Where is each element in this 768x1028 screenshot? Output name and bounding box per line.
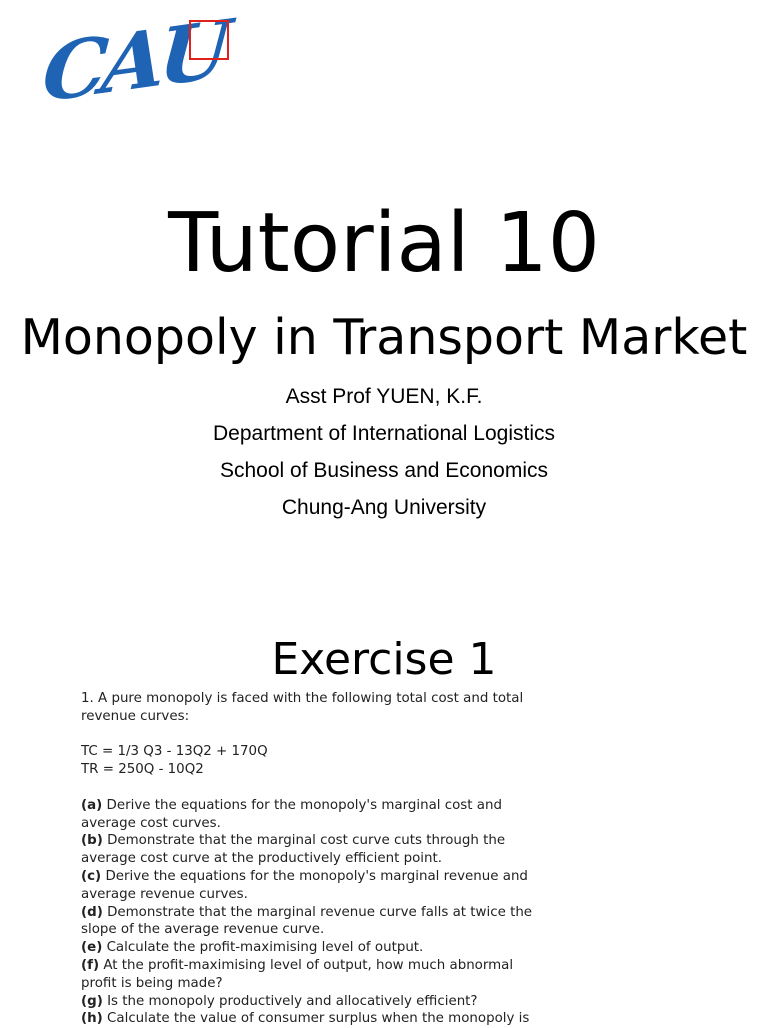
question-text: Derive the equations for the monopoly's marginal revenue and — [101, 868, 528, 884]
question-label: (c) — [81, 868, 102, 884]
question-d-cont: slope of the average revenue curve. — [81, 922, 325, 938]
author-block — [0, 378, 768, 526]
exercise-body — [81, 690, 681, 1028]
question-c-cont: average revenue curves. — [81, 886, 248, 902]
question-text: Is the monopoly productively and allocatively efficient? — [102, 993, 478, 1009]
question-text: Calculate the profit-maximising level of output. — [102, 940, 424, 956]
total-revenue-equation: TR = 250Q - 10Q2 — [81, 762, 204, 778]
question-f-cont: profit is being made? — [81, 975, 223, 991]
question-label: (g) — [81, 993, 103, 1009]
question-g — [81, 993, 681, 1011]
question-c — [81, 868, 681, 886]
spacer — [81, 779, 681, 797]
school-name: School of Business and Economics — [219, 459, 548, 482]
question-label: (a) — [81, 797, 103, 813]
cau-logo — [22, 2, 242, 140]
question-e — [81, 939, 681, 957]
spacer — [81, 726, 681, 744]
slide-title: Tutorial 10 — [168, 196, 600, 291]
question-b — [81, 832, 681, 850]
university-name: Chung-Ang University — [281, 496, 487, 519]
exercise-title: Exercise 1 — [271, 634, 497, 685]
cau-logo-text: CAU — [39, 2, 228, 121]
department-name: Department of International Logistics — [212, 422, 556, 445]
question-a — [81, 797, 681, 815]
question-label: (b) — [81, 833, 103, 849]
question-label: (d) — [81, 904, 103, 920]
question-label: (h) — [81, 1011, 103, 1027]
question-text: Demonstrate that the marginal cost curve cuts through the — [102, 833, 506, 849]
slide-subtitle: Monopoly in Transport Market — [20, 309, 748, 366]
question-text: Demonstrate that the marginal revenue curve falls at twice the — [102, 904, 533, 920]
exercise-intro-line: revenue curves: — [81, 708, 190, 724]
question-text: Derive the equations for the monopoly's marginal cost and — [102, 797, 502, 813]
logo-selection-box — [189, 20, 229, 60]
exercise-intro-line: 1. A pure monopoly is faced with the following total cost and total — [81, 691, 524, 706]
question-label: (f) — [81, 957, 100, 973]
question-text: Calculate the value of consumer surplus when the monopoly is — [102, 1011, 530, 1027]
question-f — [81, 957, 681, 975]
question-a-cont: average cost curves. — [81, 815, 221, 831]
author-name: Asst Prof YUEN, K.F. — [285, 385, 483, 408]
question-label: (e) — [81, 940, 103, 956]
question-b-cont: average cost curve at the productively efficient point. — [81, 851, 443, 867]
total-cost-equation: TC = 1/3 Q3 - 13Q2 + 170Q — [81, 744, 268, 760]
question-text: At the profit-maximising level of output, how much abnormal — [99, 957, 514, 973]
question-h — [81, 1010, 681, 1028]
question-d — [81, 904, 681, 922]
